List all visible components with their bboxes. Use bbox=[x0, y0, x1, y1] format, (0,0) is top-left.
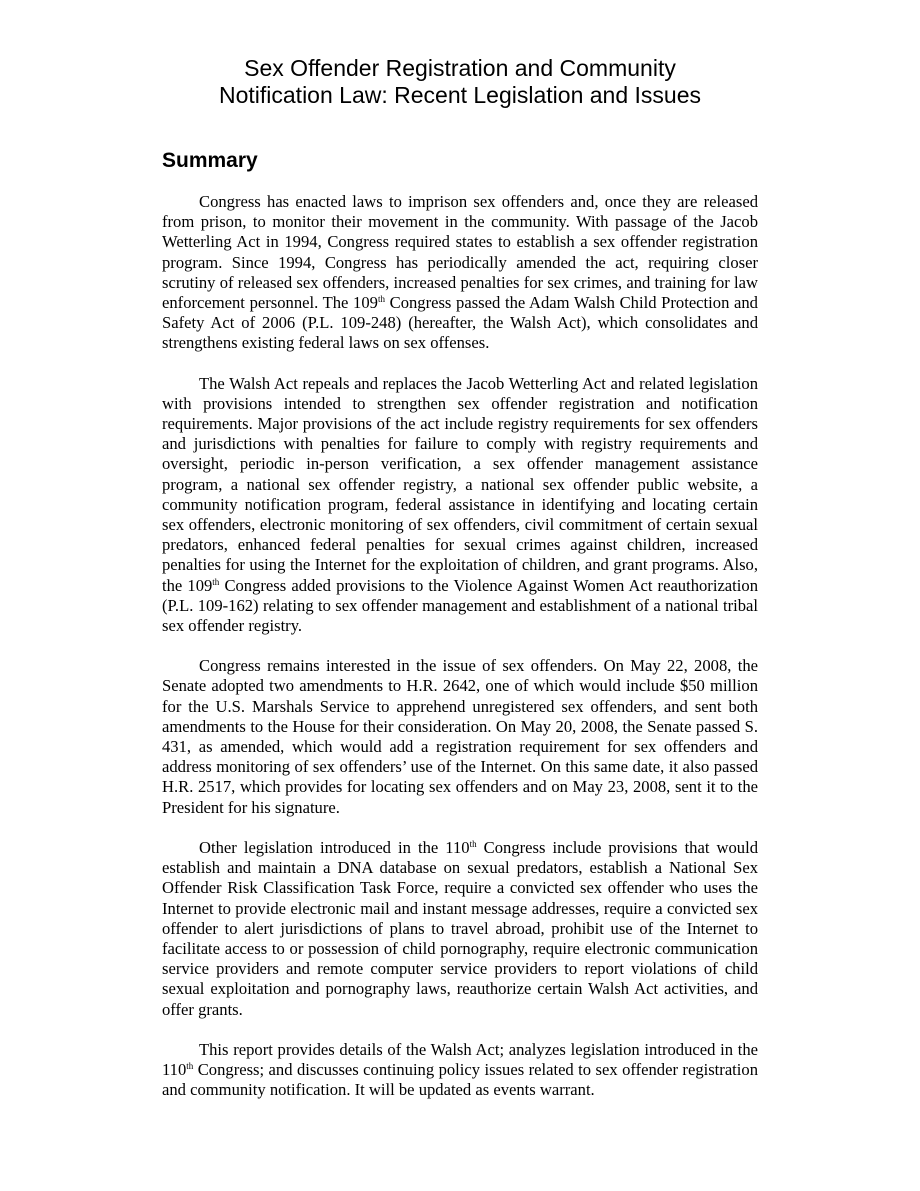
ordinal-suffix: th bbox=[186, 1060, 194, 1071]
paragraph-text: Congress; and discusses continuing policy issues related to sex offender registration and community notification. It will be updated as events warrant. bbox=[162, 1059, 758, 1100]
document-title bbox=[0, 55, 920, 109]
summary-body bbox=[162, 192, 758, 1120]
summary-paragraph-4 bbox=[162, 838, 758, 1020]
ordinal-suffix: th bbox=[377, 294, 385, 305]
summary-paragraph-5 bbox=[162, 1040, 758, 1101]
summary-heading: Summary bbox=[162, 149, 258, 172]
summary-paragraph-3 bbox=[162, 656, 758, 818]
paragraph-text: The Walsh Act repeals and replaces the Jacob Wetterling Act and related legislation with provisions intended to strengthen sex offender registration and notification requirements. Major provisions of the act include registry requirements for sex offenders and jurisdictions with penalties for failure to comply with registry requirements and oversight, periodic in-person verification, a sex offender management assistance program, a national sex offender registry, a national sex offender public website, a community notification program, federal assistance in identifying and locating certain sex offenders, electronic monitoring of sex offenders, civil commitment of certain sexual predators, enhanced federal penalties for sexual crimes against children, increased penalties for using the Internet for the exploitation of children, and grant programs. Also, the 109 bbox=[162, 373, 758, 595]
paragraph-text: Congress remains interested in the issue of sex offenders. On May 22, 2008, the Senate adopted two amendments to H.R. 2642, one of which would include $50 million for the U.S. Marshals Service to apprehend unregistered sex offenders, and sent both amendments to the House for their consideration. On May 20, 2008, the Senate passed S. 431, as amended, which would add a registration requirement for sex offenders and address monitoring of sex offenders’ use of the Internet. On this same date, it also passed H.R. 2517, which provides for locating sex offenders and on May 23, 2008, sent it to the President for his signature. bbox=[162, 656, 758, 817]
ordinal-suffix: th bbox=[469, 838, 477, 849]
title-line-2: Notification Law: Recent Legislation and Issues bbox=[218, 82, 701, 108]
paragraph-text: Congress added provisions to the Violence Against Women Act reauthorization (P.L. 109-162) relating to sex offender management and establishment of a national tribal sex offender registry. bbox=[162, 575, 758, 636]
paragraph-text: Congress include provisions that would establish and maintain a DNA database on sexual predators, establish a National Sex Offender Risk Classification Task Force, require a convicted sex offender who uses the Internet to provide electronic mail and instant message addresses, require a convicted sex offender to alert jurisdictions of plans to travel abroad, prohibit use of the Internet to facilitate access to or possession of child pornography, require electronic communication service providers and remote computer service providers to report violations of child sexual exploitation and pornography laws, reauthorize certain Walsh Act activities, and offer grants. bbox=[162, 837, 758, 1019]
paragraph-text: Other legislation introduced in the 110 bbox=[199, 837, 470, 857]
summary-paragraph-1 bbox=[162, 192, 758, 354]
title-line-1: Sex Offender Registration and Community bbox=[244, 55, 676, 81]
paragraph-text: Congress has enacted laws to imprison sex offenders and, once they are released from prison, to monitor their movement in the community. With passage of the Jacob Wetterling Act in 1994, Congress required states to establish a sex offender registration program. Since 1994, Congress has periodically amended the act, requiring closer scrutiny of released sex offenders, increased penalties for sex crimes, and training for law enforcement personnel. The 109 bbox=[162, 192, 758, 313]
paragraph-text: Congress passed the Adam Walsh Child Protection and Safety Act of 2006 (P.L. 109-248) (hereafter, the Walsh Act), which consolidates and strengthens existing federal laws on sex offenses. bbox=[162, 293, 758, 353]
summary-paragraph-2 bbox=[162, 374, 758, 637]
ordinal-suffix: th bbox=[212, 576, 220, 587]
paragraph-text: This report provides details of the Walsh Act; analyzes legislation introduced in the 110 bbox=[162, 1039, 758, 1079]
